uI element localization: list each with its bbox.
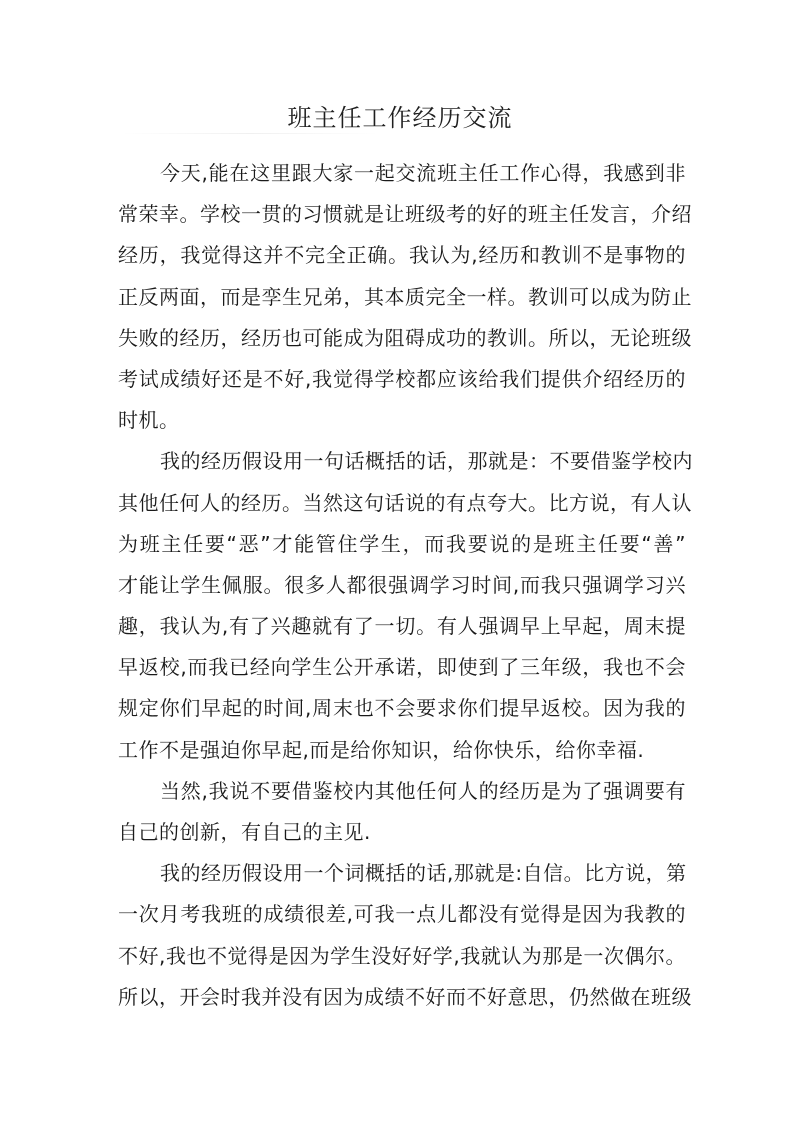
text-line: 规定你们早起的时间,周末也不会要求你们提早返校。因为我的 [118, 696, 686, 721]
text-line: 当然,我说不要借鉴校内其他任何人的经历是为了强调要有 [160, 778, 686, 803]
paragraph-1 [118, 153, 692, 441]
text-line: 常荣幸。学校一贯的习惯就是让班级考的好的班主任发言，介绍 [118, 202, 692, 227]
text-line: 经历，我觉得这并不完全正确。我认为,经历和教训不是事物的 [118, 243, 686, 268]
text-line: 一次月考我班的成绩很差,可我一点儿都没有觉得是因为我教的 [118, 902, 686, 927]
text-line: 为班主任要“恶”才能管住学生，而我要说的是班主任要“善” [118, 531, 686, 556]
text-line: 考试成绩好还是不好,我觉得学校都应该给我们提供介绍经历的 [118, 366, 686, 391]
paragraph-2 [118, 441, 693, 771]
text-line: 我的经历假设用一句话概括的话，那就是：不要借鉴学校内 [160, 449, 693, 474]
text-line: 正反两面，而是孪生兄弟，其本质完全一样。教训可以成为防止 [118, 284, 692, 309]
text-line: 失败的经历，经历也可能成为阻碍成功的教训。所以，无论班级 [118, 325, 692, 350]
paragraph-4 [118, 853, 692, 1018]
text-line: 不好,我也不觉得是因为学生没好好学,我就认为那是一次偶尔。 [118, 943, 686, 968]
title-shadow-rule [120, 133, 380, 134]
text-line: 所以，开会时我并没有因为成绩不好而不好意思，仍然做在班级 [118, 984, 692, 1009]
text-line: 我的经历假设用一个词概括的话,那就是:自信。比方说，第 [160, 861, 687, 886]
document-body [118, 153, 693, 1018]
text-line: 自己的创新，有自己的主见. [118, 820, 371, 844]
text-line: 今天,能在这里跟大家一起交流班主任工作心得，我感到非 [160, 161, 686, 185]
text-line: 趣，我认为,有了兴趣就有了一切。有人强调早上早起，周末提 [118, 614, 686, 639]
document-title: 班主任工作经历交流 [287, 104, 513, 132]
text-line: 才能让学生佩服。很多人都很强调学习时间,而我只强调学习兴 [118, 572, 686, 597]
text-line: 其他任何人的经历。当然这句话说的有点夸大。比方说，有人认 [118, 490, 692, 515]
text-line: 时机。 [118, 408, 180, 433]
text-line: 早返校,而我已经向学生公开承诺，即使到了三年级，我也不会 [118, 655, 686, 680]
text-line: 工作不是强迫你早起,而是给你知识，给你快乐，给你幸福. [118, 737, 645, 762]
paragraph-3 [118, 771, 686, 853]
